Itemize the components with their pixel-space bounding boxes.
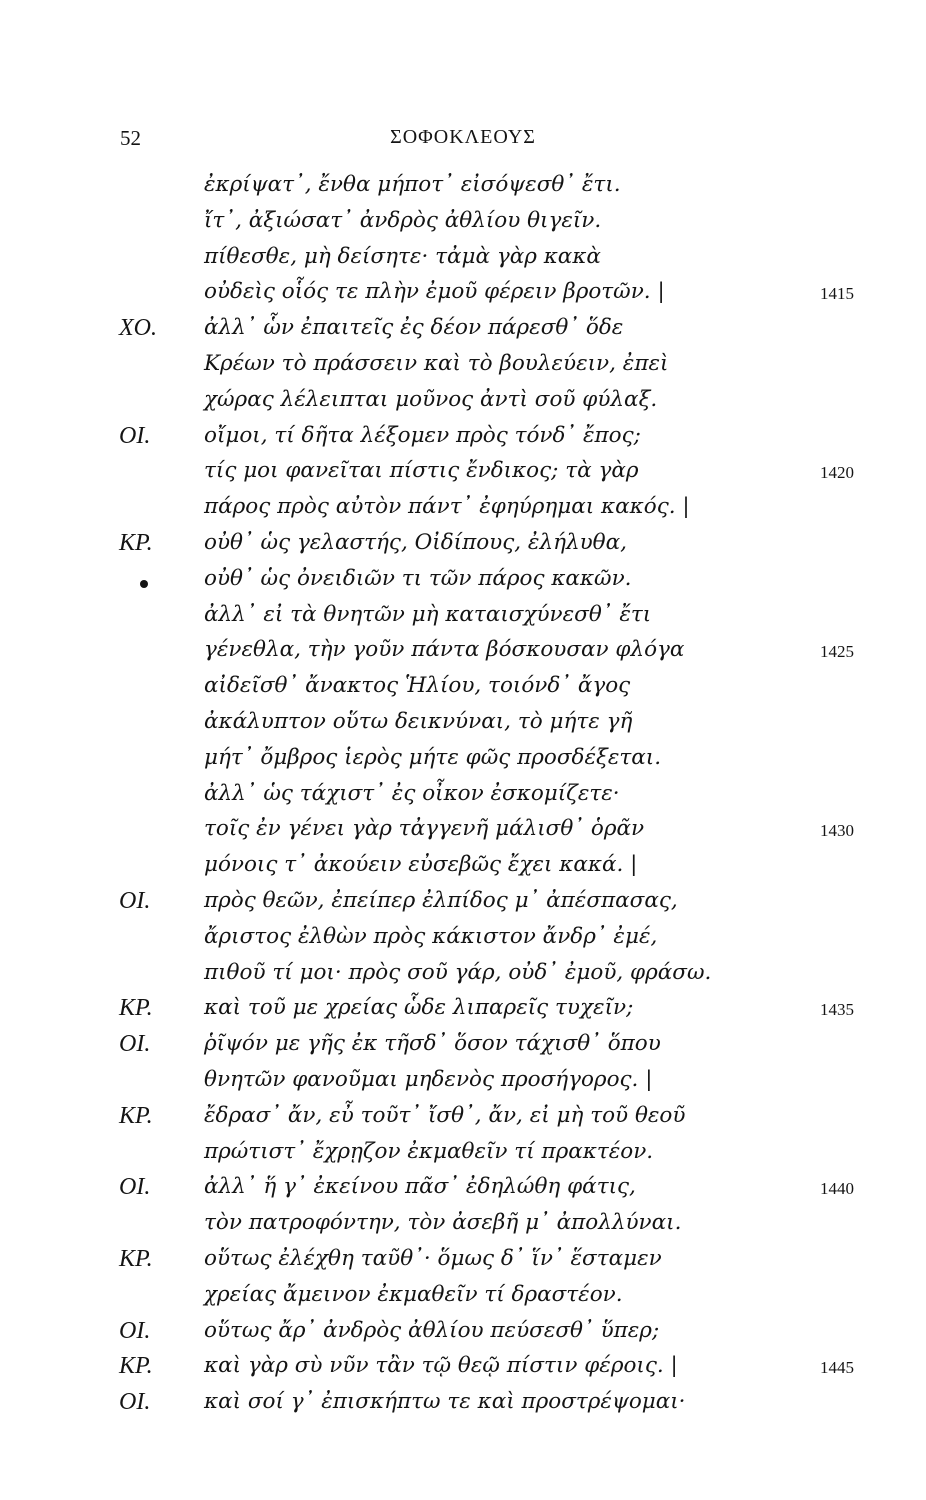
line-number: 1425 — [820, 642, 854, 662]
verse-text: οὐδεὶς οἷός τε πλὴν ἐμοῦ φέρειν βροτῶν. | — [204, 279, 665, 305]
verse-line — [0, 956, 926, 992]
verse-line — [0, 884, 926, 920]
speaker-label: ΚΡ. — [119, 1353, 153, 1380]
verse-text: οὐθ᾽ ὡς ὀνειδιῶν τι τῶν πάρος κακῶν. — [204, 565, 632, 591]
verse-text: οὕτως ἄρ᾽ ἀνδρὸς ἀθλίου πεύσεσθ᾽ ὕπερ; — [204, 1317, 660, 1343]
page-number: 52 — [120, 126, 141, 150]
speaker-label: ΚΡ. — [119, 1102, 153, 1129]
verse-text: χρείας ἄμεινον ἐκμαθεῖν τί δραστέον. — [204, 1281, 623, 1307]
verse-text: πρὸς θεῶν, ἐπείπερ ἐλπίδος μ᾽ ἀπέσπασας, — [204, 887, 678, 913]
line-number: 1445 — [820, 1358, 854, 1378]
line-number: 1430 — [820, 821, 854, 841]
verse-text: χώρας λέλειπται μοῦνος ἀντὶ σοῦ φύλαξ. — [204, 386, 658, 412]
verse-line — [0, 705, 926, 741]
verse-line — [0, 204, 926, 240]
verse-line — [0, 454, 926, 490]
verse-text: ἐκρίψατ᾽, ἔνθα μήποτ᾽ εἰσόψεσθ᾽ ἔτι. — [204, 172, 621, 197]
speaker-label: ΟΙ. — [119, 1317, 151, 1344]
verse-text: ἄριστος ἐλθὼν πρὸς κάκιστον ἄνδρ᾽ ἐμέ, — [204, 923, 658, 949]
verse-line — [0, 1385, 926, 1421]
verse-text: τοῖς ἐν γένει γὰρ τἀγγενῆ μάλισθ᾽ ὁρᾶν — [204, 816, 645, 842]
verse-text: μήτ᾽ ὄμβρος ἱερὸς μήτε φῶς προσδέξεται. — [204, 744, 662, 770]
verse-text: ἀλλ᾽ ὡς τάχιστ᾽ ἐς οἶκον ἐσκομίζετε· — [204, 780, 620, 806]
verse-line — [0, 240, 926, 276]
verse-text: οὐθ᾽ ὡς γελαστής, Οἰδίπους, ἐλήλυθα, — [204, 529, 627, 555]
verse-line — [0, 1349, 926, 1385]
verse-line — [0, 633, 926, 669]
verse-line — [0, 168, 926, 204]
verse-lines — [0, 168, 926, 1421]
speaker-label: ΟΙ. — [119, 1031, 151, 1058]
verse-line — [0, 383, 926, 419]
verse-text: πίθεσθε, μὴ δείσητε· τἀμὰ γὰρ κακὰ — [204, 243, 601, 269]
verse-line — [0, 991, 926, 1027]
verse-text: πάρος πρὸς αὐτὸν πάντ᾽ ἐφηύρημαι κακός. | — [204, 494, 690, 520]
verse-text: τὸν πατροφόντην, τὸν ἀσεβῆ μ᾽ ἀπολλύναι. — [204, 1210, 682, 1236]
verse-line — [0, 1170, 926, 1206]
speaker-label: ΧΟ. — [119, 315, 157, 342]
verse-line — [0, 777, 926, 813]
verse-text: μόνοις τ᾽ ἀκούειν εὐσεβῶς ἔχει κακά. | — [204, 852, 638, 878]
verse-text: ῥῖψόν με γῆς ἐκ τῆσδ᾽ ὅσον τάχισθ᾽ ὅπου — [204, 1031, 661, 1057]
verse-line — [0, 490, 926, 526]
verse-text: Κρέων τὸ πράσσειν καὶ τὸ βουλεύειν, ἐπεὶ — [204, 350, 669, 376]
verse-line — [0, 275, 926, 311]
verse-line — [0, 1314, 926, 1350]
verse-line — [0, 812, 926, 848]
speaker-label: ΟΙ. — [119, 1174, 151, 1201]
speaker-label: ΟΙ. — [119, 1389, 151, 1416]
speaker-label: ΚΡ. — [119, 995, 153, 1022]
verse-line — [0, 562, 926, 598]
verse-text: ἀκάλυπτον οὕτω δεικνύναι, τὸ μήτε γῆ — [204, 708, 633, 734]
line-number: 1420 — [820, 463, 854, 483]
verse-text: ἀλλ᾽ ἥ γ᾽ ἐκείνου πᾶσ᾽ ἐδηλώθη φάτις, — [204, 1174, 636, 1200]
verse-text: καὶ σοί γ᾽ ἐπισκήπτω τε καὶ προστρέψομαι· — [204, 1389, 686, 1415]
verse-line — [0, 1027, 926, 1063]
verse-text: οὕτως ἐλέχθη ταῦθ᾽· ὅμως δ᾽ ἵν᾽ ἕσταμεν — [204, 1245, 662, 1271]
verse-text: ἴτ᾽, ἀξιώσατ᾽ ἀνδρὸς ἀθλίου θιγεῖν. — [204, 207, 602, 233]
verse-text: καὶ τοῦ με χρείας ὧδε λιπαρεῖς τυχεῖν; — [204, 995, 634, 1021]
verse-text: πρώτιστ᾽ ἔχρῃζον ἐκμαθεῖν τί πρακτέον. — [204, 1138, 654, 1164]
line-number: 1440 — [820, 1179, 854, 1199]
verse-text: αἰδεῖσθ᾽ ἄνακτος Ἡλίου, τοιόνδ᾽ ἄγος — [204, 673, 631, 699]
verse-line — [0, 1063, 926, 1099]
verse-line — [0, 598, 926, 634]
page-header — [0, 126, 926, 156]
verse-line — [0, 669, 926, 705]
running-title: ΣΟΦΟΚΛΕΟΥΣ — [390, 126, 536, 148]
speaker-label: ΚΡ. — [119, 529, 153, 556]
speaker-label: ΚΡ. — [119, 1245, 153, 1272]
verse-line — [0, 920, 926, 956]
speaker-label: ΟΙ. — [119, 887, 151, 914]
verse-text: θνητῶν φανοῦμαι μηδενὸς προσήγορος. | — [204, 1066, 653, 1092]
verse-text: γένεθλα, τὴν γοῦν πάντα βόσκουσαν φλόγα — [204, 637, 685, 663]
verse-line — [0, 1135, 926, 1171]
verse-line — [0, 741, 926, 777]
verse-line — [0, 311, 926, 347]
verse-line — [0, 347, 926, 383]
verse-line — [0, 848, 926, 884]
verse-text: ἔδρασ᾽ ἄν, εὖ τοῦτ᾽ ἴσθ᾽, ἄν, εἰ μὴ τοῦ θεοῦ — [204, 1102, 686, 1128]
verse-text: ἀλλ᾽ εἰ τὰ θνητῶν μὴ καταισχύνεσθ᾽ ἔτι — [204, 601, 652, 627]
verse-line — [0, 419, 926, 455]
verse-text: ἀλλ᾽ ὧν ἐπαιτεῖς ἐς δέον πάρεσθ᾽ ὅδε — [204, 315, 624, 341]
verse-line — [0, 1099, 926, 1135]
verse-text: οἴμοι, τί δῆτα λέξομεν πρὸς τόνδ᾽ ἔπος; — [204, 422, 641, 448]
verse-text: καὶ γὰρ σὺ νῦν τἂν τῷ θεῷ πίστιν φέροις. | — [204, 1353, 678, 1379]
verse-line — [0, 1206, 926, 1242]
verse-line — [0, 1242, 926, 1278]
verse-line — [0, 526, 926, 562]
verse-text: πιθοῦ τί μοι· πρὸς σοῦ γάρ, οὐδ᾽ ἐμοῦ, φράσω. — [204, 959, 712, 985]
line-number: 1415 — [820, 284, 854, 304]
verse-line — [0, 1278, 926, 1314]
verse-text: τίς μοι φανεῖται πίστις ἔνδικος; τὰ γὰρ — [204, 458, 639, 484]
line-number: 1435 — [820, 1000, 854, 1020]
speaker-label: ΟΙ. — [119, 422, 151, 449]
